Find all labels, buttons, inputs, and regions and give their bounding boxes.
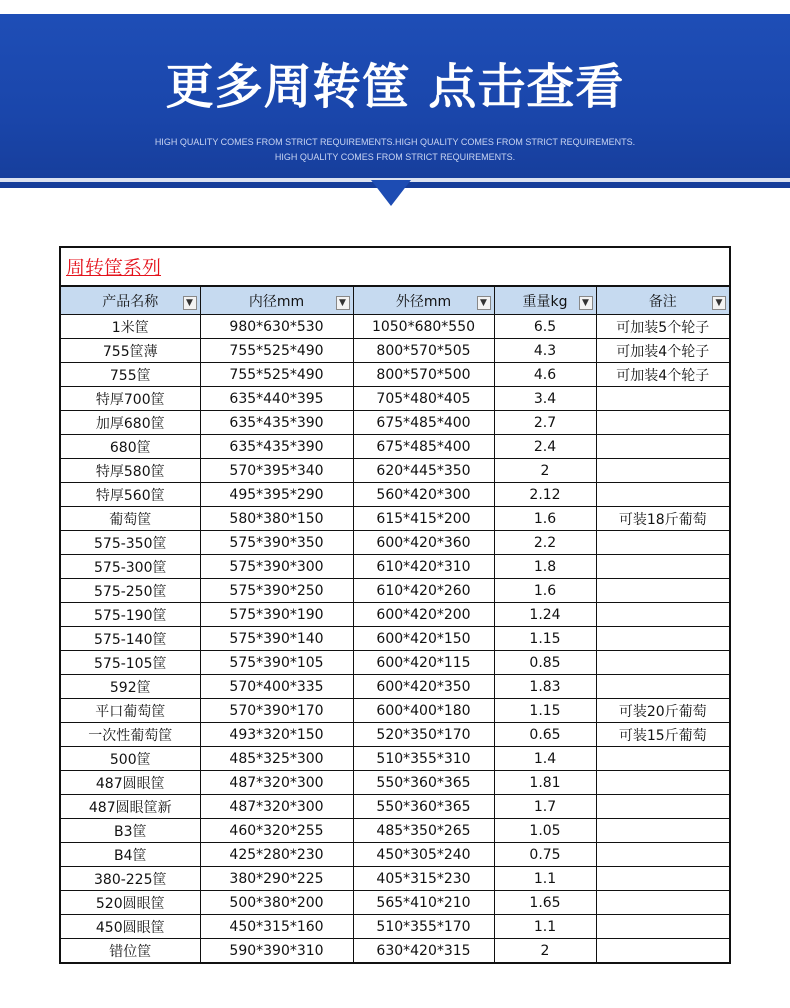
cell-notes: 可加装5个轮子 — [596, 315, 729, 339]
table-row — [61, 507, 729, 531]
cell-inner-size: 493*320*150 — [200, 723, 353, 747]
cell-product-name: B3筐 — [61, 819, 200, 843]
table-row — [61, 747, 729, 771]
cell-weight: 1.15 — [494, 699, 596, 723]
table-row — [61, 939, 729, 963]
cell-inner-size: 380*290*225 — [200, 867, 353, 891]
cell-inner-size: 487*320*300 — [200, 795, 353, 819]
cell-outer-size: 675*485*400 — [353, 435, 494, 459]
cell-inner-size: 755*525*490 — [200, 339, 353, 363]
cell-product-name: 1米筐 — [61, 315, 200, 339]
table-row — [61, 483, 729, 507]
header-inner-size — [200, 287, 353, 315]
cell-product-name: 755筐 — [61, 363, 200, 387]
cell-inner-size: 575*390*140 — [200, 627, 353, 651]
banner-title: 更多周转筐 点击查看 — [165, 59, 625, 115]
cell-notes — [596, 411, 729, 435]
table-row — [61, 339, 729, 363]
cell-inner-size: 575*390*350 — [200, 531, 353, 555]
cell-notes — [596, 387, 729, 411]
cell-product-name: 575-105筐 — [61, 651, 200, 675]
product-spec-sheet — [59, 246, 731, 964]
cell-outer-size: 520*350*170 — [353, 723, 494, 747]
header-notes — [596, 287, 729, 315]
cell-outer-size: 405*315*230 — [353, 867, 494, 891]
table-row — [61, 771, 729, 795]
cell-outer-size: 600*420*150 — [353, 627, 494, 651]
cell-inner-size: 980*630*530 — [200, 315, 353, 339]
cell-weight: 2 — [494, 459, 596, 483]
cell-product-name: 575-140筐 — [61, 627, 200, 651]
header-row — [61, 287, 729, 315]
filter-dropdown-icon[interactable]: ▼ — [712, 296, 726, 310]
table-row — [61, 531, 729, 555]
filter-dropdown-icon[interactable]: ▼ — [477, 296, 491, 310]
cell-product-name: B4筐 — [61, 843, 200, 867]
table-row — [61, 723, 729, 747]
cell-outer-size: 1050*680*550 — [353, 315, 494, 339]
cell-weight: 1.65 — [494, 891, 596, 915]
table-row — [61, 675, 729, 699]
table-row — [61, 819, 729, 843]
cell-inner-size: 485*325*300 — [200, 747, 353, 771]
banner-subtitle-line-2: HIGH QUALITY COMES FROM STRICT REQUIREMENTS. — [274, 152, 516, 162]
cell-outer-size: 450*305*240 — [353, 843, 494, 867]
cell-weight: 1.6 — [494, 579, 596, 603]
cell-inner-size: 755*525*490 — [200, 363, 353, 387]
cell-weight: 0.85 — [494, 651, 596, 675]
table-row — [61, 843, 729, 867]
cell-inner-size: 575*390*105 — [200, 651, 353, 675]
cell-outer-size: 485*350*265 — [353, 819, 494, 843]
cell-product-name: 特厚580筐 — [61, 459, 200, 483]
table-row — [61, 603, 729, 627]
cell-weight: 0.75 — [494, 843, 596, 867]
cell-product-name: 575-350筐 — [61, 531, 200, 555]
cell-product-name: 一次性葡萄筐 — [61, 723, 200, 747]
cell-notes: 可加装4个轮子 — [596, 339, 729, 363]
cell-outer-size: 600*420*115 — [353, 651, 494, 675]
cell-product-name: 575-190筐 — [61, 603, 200, 627]
cell-weight: 2.2 — [494, 531, 596, 555]
table-row — [61, 435, 729, 459]
cell-notes: 可装15斤葡萄 — [596, 723, 729, 747]
cell-product-name: 500筐 — [61, 747, 200, 771]
header-weight — [494, 287, 596, 315]
cell-inner-size: 635*435*390 — [200, 435, 353, 459]
cell-outer-size: 600*420*200 — [353, 603, 494, 627]
cell-inner-size: 590*390*310 — [200, 939, 353, 963]
cell-outer-size: 510*355*170 — [353, 915, 494, 939]
cell-weight: 1.1 — [494, 867, 596, 891]
cell-notes — [596, 771, 729, 795]
cell-product-name: 450圆眼筐 — [61, 915, 200, 939]
cell-notes — [596, 843, 729, 867]
cell-outer-size: 600*420*360 — [353, 531, 494, 555]
cell-weight: 1.1 — [494, 915, 596, 939]
cell-inner-size: 570*390*170 — [200, 699, 353, 723]
cell-inner-size: 635*440*395 — [200, 387, 353, 411]
cell-product-name: 错位筐 — [61, 939, 200, 963]
table-row — [61, 459, 729, 483]
cell-outer-size: 560*420*300 — [353, 483, 494, 507]
cell-inner-size: 570*395*340 — [200, 459, 353, 483]
cell-weight: 1.7 — [494, 795, 596, 819]
cell-product-name: 特厚700筐 — [61, 387, 200, 411]
cell-product-name: 380-225筐 — [61, 867, 200, 891]
cell-weight: 1.81 — [494, 771, 596, 795]
cell-notes — [596, 555, 729, 579]
cell-product-name: 特厚560筐 — [61, 483, 200, 507]
cell-product-name: 575-300筐 — [61, 555, 200, 579]
cell-weight: 2.12 — [494, 483, 596, 507]
cell-outer-size: 565*410*210 — [353, 891, 494, 915]
cell-weight: 1.83 — [494, 675, 596, 699]
cell-weight: 1.6 — [494, 507, 596, 531]
cell-notes — [596, 627, 729, 651]
cell-weight: 1.24 — [494, 603, 596, 627]
cell-outer-size: 630*420*315 — [353, 939, 494, 963]
cell-outer-size: 600*400*180 — [353, 699, 494, 723]
cell-outer-size: 800*570*500 — [353, 363, 494, 387]
sheet-title-row — [61, 248, 729, 286]
cell-notes — [596, 819, 729, 843]
header-label: 内径mm — [248, 293, 305, 310]
table-row — [61, 915, 729, 939]
filter-dropdown-icon[interactable]: ▼ — [579, 296, 593, 310]
cell-weight: 2.4 — [494, 435, 596, 459]
cell-product-name: 487圆眼筐新 — [61, 795, 200, 819]
table-row — [61, 627, 729, 651]
cell-product-name: 520圆眼筐 — [61, 891, 200, 915]
cell-weight: 2.7 — [494, 411, 596, 435]
cell-inner-size: 460*320*255 — [200, 819, 353, 843]
cell-outer-size: 510*355*310 — [353, 747, 494, 771]
cell-notes — [596, 891, 729, 915]
cell-notes — [596, 939, 729, 963]
cell-notes — [596, 531, 729, 555]
cell-inner-size: 450*315*160 — [200, 915, 353, 939]
cell-notes — [596, 603, 729, 627]
cell-inner-size: 575*390*250 — [200, 579, 353, 603]
cell-notes — [596, 915, 729, 939]
cell-product-name: 680筐 — [61, 435, 200, 459]
cell-inner-size: 425*280*230 — [200, 843, 353, 867]
cell-notes — [596, 579, 729, 603]
cell-weight: 4.6 — [494, 363, 596, 387]
cell-weight: 6.5 — [494, 315, 596, 339]
cell-outer-size: 705*480*405 — [353, 387, 494, 411]
header-label: 外径mm — [395, 293, 452, 310]
cell-outer-size: 615*415*200 — [353, 507, 494, 531]
table-row — [61, 555, 729, 579]
cell-outer-size: 600*420*350 — [353, 675, 494, 699]
table-row — [61, 795, 729, 819]
spec-table — [61, 286, 729, 962]
filter-dropdown-icon[interactable]: ▼ — [336, 296, 350, 310]
table-row — [61, 867, 729, 891]
table-row — [61, 651, 729, 675]
cell-outer-size: 550*360*365 — [353, 771, 494, 795]
cell-weight: 2 — [494, 939, 596, 963]
cell-notes — [596, 459, 729, 483]
table-row — [61, 387, 729, 411]
cell-notes — [596, 483, 729, 507]
cell-notes: 可装18斤葡萄 — [596, 507, 729, 531]
header-outer-size — [353, 287, 494, 315]
cell-outer-size: 620*445*350 — [353, 459, 494, 483]
header-product-name — [61, 287, 200, 315]
table-row — [61, 579, 729, 603]
filter-dropdown-icon[interactable]: ▼ — [183, 296, 197, 310]
cell-weight: 0.65 — [494, 723, 596, 747]
cell-product-name: 575-250筐 — [61, 579, 200, 603]
cell-notes — [596, 867, 729, 891]
cell-inner-size: 575*390*300 — [200, 555, 353, 579]
cell-weight: 1.8 — [494, 555, 596, 579]
cell-weight: 4.3 — [494, 339, 596, 363]
cell-weight: 3.4 — [494, 387, 596, 411]
cell-inner-size: 495*395*290 — [200, 483, 353, 507]
sheet-title: 周转筐系列 — [66, 257, 162, 279]
table-row — [61, 411, 729, 435]
cell-inner-size: 487*320*300 — [200, 771, 353, 795]
cell-notes: 可装20斤葡萄 — [596, 699, 729, 723]
header-banner[interactable] — [0, 0, 790, 188]
cell-weight: 1.4 — [494, 747, 596, 771]
cell-product-name: 平口葡萄筐 — [61, 699, 200, 723]
cell-product-name: 487圆眼筐 — [61, 771, 200, 795]
cell-product-name: 755筐薄 — [61, 339, 200, 363]
cell-notes — [596, 435, 729, 459]
cell-inner-size: 570*400*335 — [200, 675, 353, 699]
cell-notes — [596, 795, 729, 819]
cell-weight: 1.05 — [494, 819, 596, 843]
banner-top-strip — [0, 0, 790, 14]
table-row — [61, 891, 729, 915]
cell-notes — [596, 675, 729, 699]
header-label: 备注 — [648, 293, 677, 310]
cell-outer-size: 800*570*505 — [353, 339, 494, 363]
cell-product-name: 592筐 — [61, 675, 200, 699]
cell-weight: 1.15 — [494, 627, 596, 651]
table-row — [61, 699, 729, 723]
banner-subtitle-line-1: HIGH QUALITY COMES FROM STRICT REQUIREMENTS.HIGH QUALITY COMES FROM STRICT REQUIREMENTS. — [154, 137, 636, 147]
down-arrow-icon — [371, 180, 411, 206]
cell-inner-size: 580*380*150 — [200, 507, 353, 531]
cell-notes — [596, 651, 729, 675]
cell-inner-size: 575*390*190 — [200, 603, 353, 627]
cell-outer-size: 610*420*260 — [353, 579, 494, 603]
header-label: 产品名称 — [102, 293, 159, 310]
cell-product-name: 葡萄筐 — [61, 507, 200, 531]
cell-inner-size: 500*380*200 — [200, 891, 353, 915]
header-label: 重量kg — [522, 293, 568, 310]
table-row — [61, 315, 729, 339]
cell-outer-size: 610*420*310 — [353, 555, 494, 579]
cell-notes: 可加装4个轮子 — [596, 363, 729, 387]
cell-product-name: 加厚680筐 — [61, 411, 200, 435]
cell-inner-size: 635*435*390 — [200, 411, 353, 435]
table-row — [61, 363, 729, 387]
cell-outer-size: 550*360*365 — [353, 795, 494, 819]
cell-outer-size: 675*485*400 — [353, 411, 494, 435]
cell-notes — [596, 747, 729, 771]
